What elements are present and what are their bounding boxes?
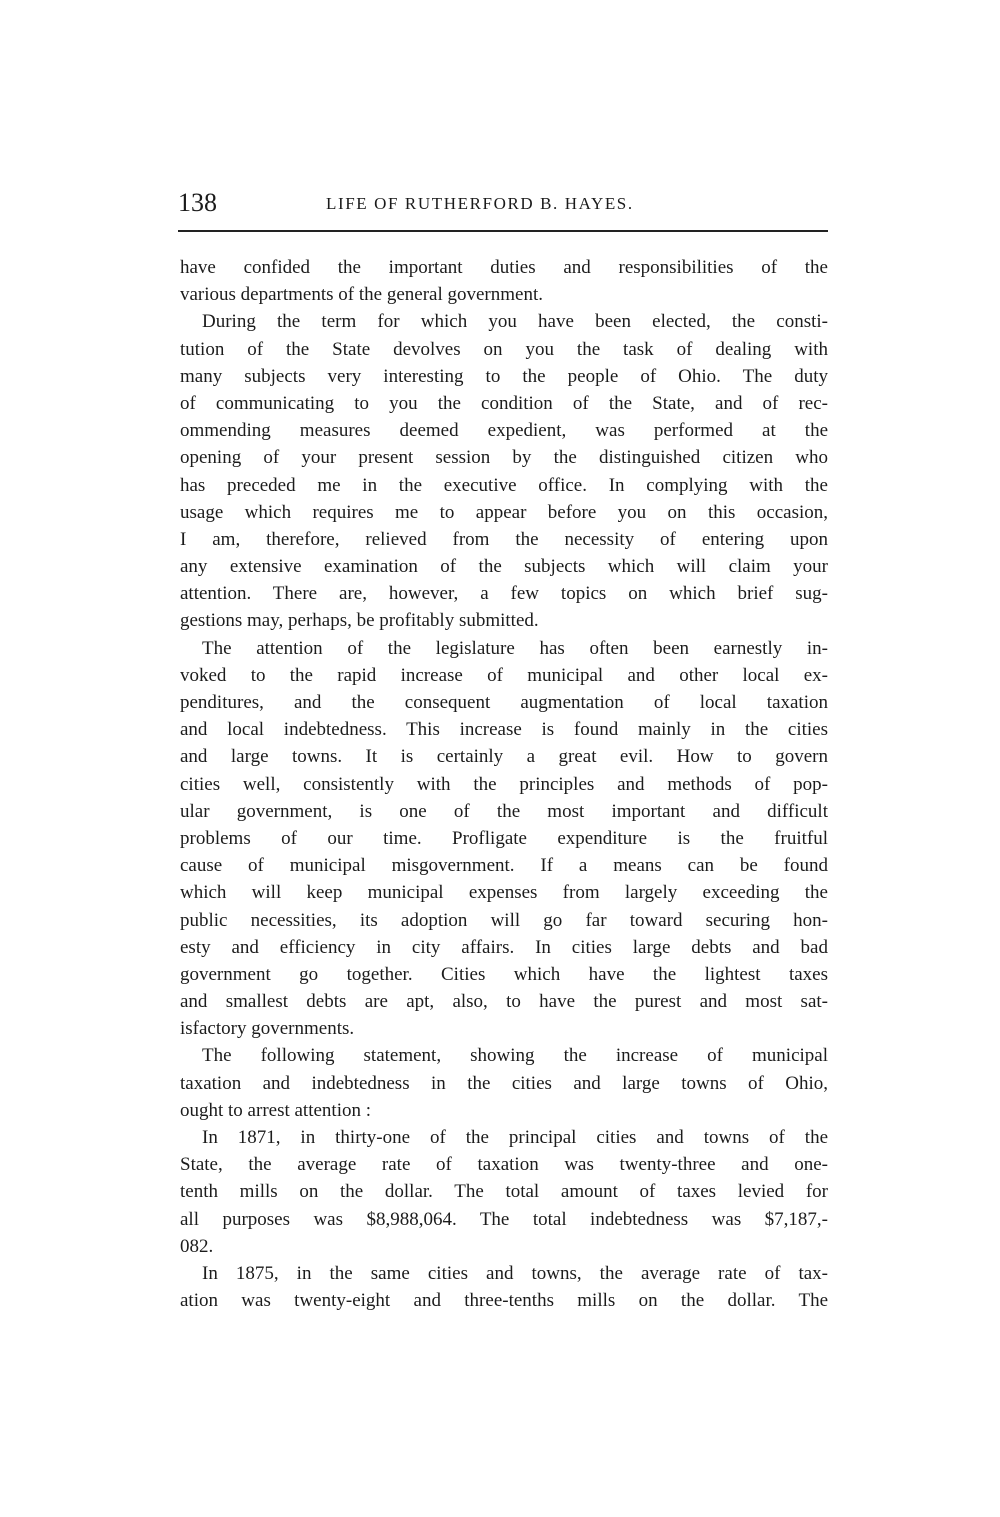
text-line: The following statement, showing the increase of municipal [202,1045,828,1067]
text-line: usage which requires me to appear before you on this occasion, [180,501,828,523]
text-line: cause of municipal misgovernment. If a means can be found [180,855,828,877]
page-header [178,186,830,226]
text-line: government go together. Cities which have the lightest taxes [180,963,828,985]
text-line: ought to arrest attention : [180,1099,372,1121]
text-line: tution of the State devolves on you the task of dealing with [180,338,828,360]
text-line: ommending measures deemed expedient, was performed at the [180,420,828,442]
text-line: many subjects very interesting to the people of Ohio. The duty [180,365,828,387]
text-line: various departments of the general government. [180,284,543,306]
text-line: gestions may, perhaps, be profitably submitted. [180,610,539,632]
text-line: voked to the rapid increase of municipal and other local ex- [180,664,828,686]
page-number: 138 [178,188,217,217]
text-line: In 1871, in thirty-one of the principal cities and towns of the [202,1127,828,1148]
body-text [180,254,828,1314]
header-rule [178,230,828,232]
text-line: 082. [180,1235,214,1257]
text-line: public necessities, its adoption will go far toward securing hon- [180,909,828,931]
text-line: and large towns. It is certainly a great evil. How to govern [180,746,828,768]
text-line: During the term for which you have been elected, the consti- [202,311,828,333]
text-line: any extensive examination of the subjects which will claim your [180,556,828,578]
text-line: cities well, consistently with the principles and methods of pop- [180,773,828,795]
text-line: problems of our time. Profligate expenditure is the fruitful [180,827,828,849]
text-line: I am, therefore, relieved from the necessity of entering upon [180,528,828,550]
text-line: attention. There are, however, a few topics on which brief sug- [180,583,828,605]
text-line: which will keep municipal expenses from largely exceeding the [180,882,828,904]
text-line: taxation and indebtedness in the cities and large towns of Ohio, [180,1072,828,1094]
text-line: opening of your present session by the distinguished citizen who [180,447,828,469]
text-line: The attention of the legislature has often been earnestly in- [202,637,828,659]
text-line: of communicating to you the condition of the State, and of rec- [180,392,828,414]
text-line: have confided the important duties and responsibilities of the [180,257,828,278]
text-line: ular government, is one of the most important and difficult [180,800,828,822]
text-line: and local indebtedness. This increase is found mainly in the cities [180,719,828,741]
text-line: all purposes was $8,988,064. The total indebtedness was $7,187,- [180,1208,828,1230]
running-title: LIFE OF RUTHERFORD B. HAYES. [326,194,634,213]
text-line: isfactory governments. [180,1018,355,1040]
text-line: In 1875, in the same cities and towns, the average rate of tax- [202,1262,828,1284]
text-line: has preceded me in the executive office. In complying with the [180,474,828,496]
text-line: and smallest debts are apt, also, to have the purest and most sat- [180,991,828,1013]
text-line: esty and efficiency in city affairs. In cities large debts and bad [180,936,828,958]
text-line: penditures, and the consequent augmentation of local taxation [180,692,828,713]
text-line: tenth mills on the dollar. The total amount of taxes levied for [180,1181,828,1203]
text-line: State, the average rate of taxation was twenty-three and one- [180,1154,828,1176]
text-line: ation was twenty-eight and three-tenths mills on the dollar. The [180,1290,828,1312]
